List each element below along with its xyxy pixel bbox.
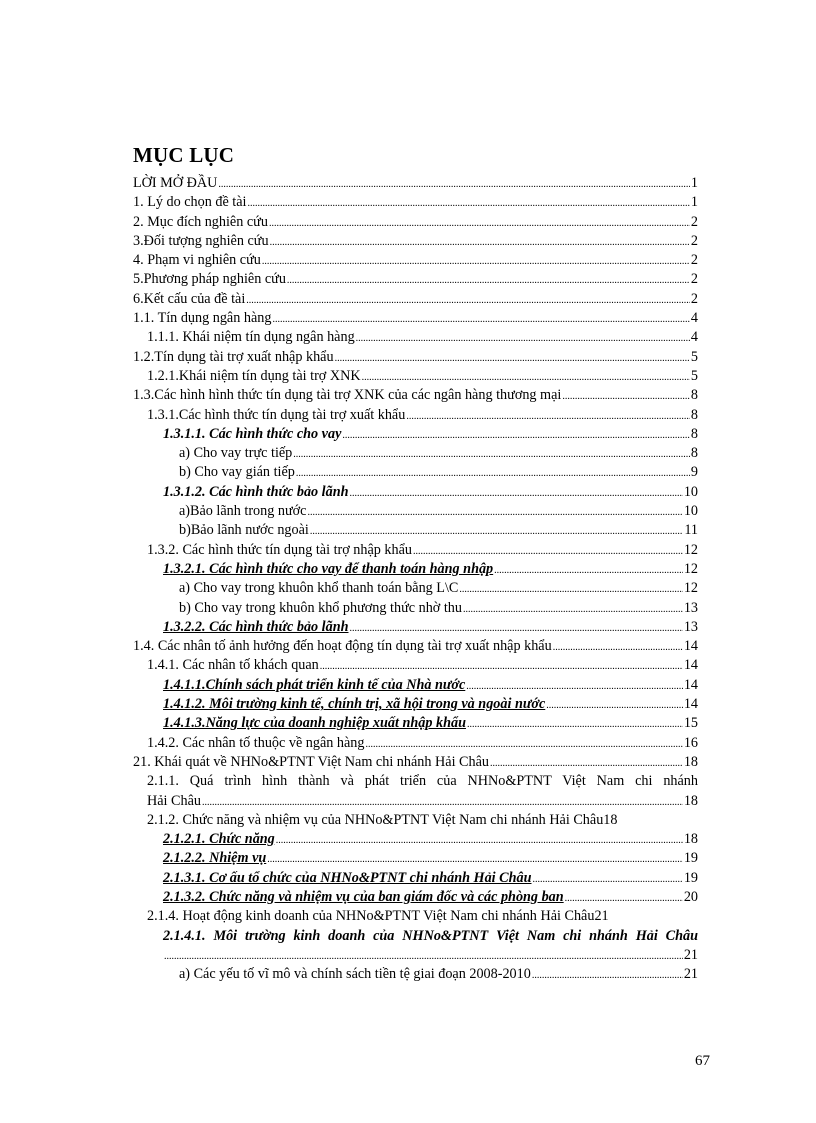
toc-entry[interactable]	[133, 695, 698, 714]
toc-entry[interactable]	[133, 309, 698, 328]
toc-entry-label: LỜI MỞ ĐẦU	[133, 175, 218, 191]
toc-entry-page: 10	[683, 503, 698, 520]
toc-entry-page: 12	[683, 580, 698, 597]
toc-entry[interactable]	[133, 599, 698, 618]
toc-entry-label: 2.1.2. Chức năng và nhiệm vụ của NHNo&PTNT Việt Nam chi nhánh Hải Châu	[147, 811, 604, 828]
toc-entry-label: 1.3.2. Các hình thức tín dụng tài trợ nhập khẩu	[147, 541, 413, 558]
dot-leader	[269, 214, 690, 232]
toc-entry-label: 2.1.3.2. Chức năng và nhiệm vụ của ban giám đốc và các phòng ban	[163, 888, 564, 905]
toc-entry-page: 12	[683, 560, 698, 577]
toc-entry-label: 6.Kết cấu của đề tài	[133, 290, 246, 307]
toc-entry-page: 8	[690, 406, 698, 423]
toc-entry-label: 1.3.1.Các hình thức tín dụng tài trợ xuất khẩu	[147, 406, 406, 423]
toc-entry-page: 8	[690, 387, 698, 404]
toc-entry-page: 2	[690, 213, 698, 230]
toc-entry-label: 2.1.3.1. Cơ ấu tổ chức của NHNo&PTNT chi nhánh Hải Châu	[163, 869, 532, 886]
toc-entry[interactable]	[133, 907, 698, 926]
dot-leader	[463, 600, 683, 618]
toc-entry[interactable]	[133, 270, 698, 289]
toc-entry[interactable]	[133, 772, 698, 811]
toc-entry[interactable]	[133, 560, 698, 579]
toc-entry-page: 2	[690, 271, 698, 288]
toc-entry-label: 1.4.1. Các nhân tố khách quan	[147, 657, 319, 674]
toc-entry[interactable]	[133, 637, 698, 656]
toc-entry[interactable]	[133, 502, 698, 521]
dot-leader	[459, 580, 682, 598]
toc-entry[interactable]	[133, 541, 698, 560]
toc-entry-label: 3.Đối tượng nghiên cứu	[133, 232, 269, 249]
dot-leader	[362, 368, 690, 386]
toc-entry-label: b) Cho vay gián tiếp	[179, 464, 295, 481]
toc-entry[interactable]	[133, 290, 698, 309]
toc-entry-page: 10	[683, 483, 698, 500]
table-of-contents	[133, 174, 698, 984]
toc-entry[interactable]	[133, 328, 698, 347]
toc-entry-page: 18	[683, 831, 698, 848]
toc-entry-page: 4	[690, 310, 698, 327]
dot-leader	[532, 966, 683, 984]
toc-entry[interactable]	[133, 463, 698, 482]
dot-leader	[202, 793, 683, 811]
toc-entry[interactable]	[133, 753, 698, 772]
dot-leader	[356, 329, 690, 347]
toc-entry-label: 2.1.1. Quá trình hình thành và phát triển của NHNo&PTNT Việt Nam chi nhánh	[147, 773, 698, 790]
toc-entry-page: 8	[690, 425, 698, 442]
toc-entry-label: 21. Khái quát về NHNo&PTNT Việt Nam chi nhánh Hải Châu	[133, 753, 490, 770]
toc-entry[interactable]	[133, 734, 698, 753]
dot-leader	[293, 445, 690, 463]
toc-entry-label: 1.2.1.Khái niệm tín dụng tài trợ XNK	[147, 367, 361, 384]
toc-entry[interactable]	[133, 714, 698, 733]
dot-leader	[546, 696, 683, 714]
toc-entry-label: 1.4.1.3.Năng lực của doanh nghiệp xuất nhập khẩu	[163, 715, 466, 732]
toc-entry[interactable]	[133, 425, 698, 444]
toc-entry-page: 16	[683, 734, 698, 751]
dot-leader	[262, 252, 690, 270]
toc-entry[interactable]	[133, 193, 698, 212]
toc-entry[interactable]	[133, 811, 698, 830]
toc-entry-page: 2	[690, 290, 698, 307]
toc-entry[interactable]	[133, 174, 698, 193]
toc-entry[interactable]	[133, 579, 698, 598]
dot-leader	[247, 194, 689, 212]
toc-entry-label: 1.2.Tín dụng tài trợ xuất nhập khẩu	[133, 348, 334, 365]
dot-leader	[296, 464, 690, 482]
toc-entry-label: 1.3.2.2. Các hình thức bảo lãnh	[163, 618, 349, 635]
toc-entry-label: 2.1.2.1. Chức năng	[163, 831, 275, 848]
toc-entry[interactable]	[133, 386, 698, 405]
toc-entry-label: a)Bảo lãnh trong nước	[179, 503, 307, 520]
dot-leader	[246, 291, 690, 309]
toc-entry-page: 13	[683, 599, 698, 616]
dot-leader	[267, 850, 683, 868]
toc-entry-page: 8	[690, 445, 698, 462]
toc-entry-label: 2.1.2.2. Nhiệm vụ	[163, 850, 267, 867]
dot-leader	[218, 175, 690, 193]
toc-entry[interactable]	[133, 213, 698, 232]
toc-entry-page: 1	[690, 194, 698, 211]
toc-entry[interactable]	[133, 927, 698, 966]
dot-leader	[342, 426, 690, 444]
dot-leader	[287, 271, 690, 289]
dot-leader	[164, 947, 683, 965]
toc-entry-page: 13	[683, 618, 698, 635]
dot-leader	[406, 407, 690, 425]
toc-entry[interactable]	[133, 483, 698, 502]
dot-leader	[272, 310, 689, 328]
toc-entry[interactable]	[133, 830, 698, 849]
dot-leader	[494, 561, 683, 579]
toc-entry-page: 14	[683, 657, 698, 674]
dot-leader	[366, 735, 683, 753]
toc-entry-page: 21	[683, 946, 698, 963]
dot-leader	[467, 715, 683, 733]
toc-entry[interactable]	[133, 348, 698, 367]
dot-leader	[276, 831, 683, 849]
dot-leader	[307, 503, 682, 521]
toc-entry-page: 4	[690, 329, 698, 346]
toc-entry-page: 19	[683, 850, 698, 867]
toc-entry-page: 11	[684, 522, 698, 539]
toc-entry-label: 1.3.2.1. Các hình thức cho vay để thanh toán hàng nhập	[163, 560, 494, 577]
toc-entry-label-continued: Hải Châu	[147, 792, 201, 809]
toc-entry-label: 1.4. Các nhân tố ảnh hưởng đến hoạt động tín dụng tài trợ xuất nhập khẩu	[133, 638, 552, 655]
toc-entry-page: 12	[683, 541, 698, 558]
toc-entry-continuation	[147, 792, 698, 811]
dot-leader	[335, 349, 690, 367]
dot-leader	[270, 233, 690, 251]
dot-leader	[350, 619, 683, 637]
toc-entry-label: 1.3.Các hình hình thức tín dụng tài trợ XNK của các ngân hàng thương mại	[133, 387, 562, 404]
toc-entry[interactable]	[133, 656, 698, 675]
toc-entry-label: 2.1.4. Hoạt động kinh doanh của NHNo&PTNT Việt Nam chi nhánh Hải Châu	[147, 908, 595, 925]
toc-entry[interactable]	[133, 251, 698, 270]
toc-entry-page: 1	[690, 175, 698, 191]
toc-entry-label: 1.4.2. Các nhân tố thuộc về ngân hàng	[147, 734, 365, 751]
toc-entry[interactable]	[133, 618, 698, 637]
toc-entry[interactable]	[133, 444, 698, 463]
toc-entry-page: 15	[683, 715, 698, 732]
toc-entry-page: 5	[690, 348, 698, 365]
dot-leader	[553, 638, 683, 656]
toc-entry-page: 5	[690, 367, 698, 384]
toc-entry-continuation	[163, 946, 698, 965]
page-number: 67	[695, 1053, 710, 1069]
toc-entry-page: 19	[683, 869, 698, 886]
toc-entry[interactable]	[133, 232, 698, 251]
toc-entry[interactable]	[133, 676, 698, 695]
toc-entry-page: 18	[603, 811, 618, 828]
toc-entry-label: 1.3.1.1. Các hình thức cho vay	[163, 425, 342, 442]
toc-entry-label: 1.3.1.2. Các hình thức bảo lãnh	[163, 483, 349, 500]
toc-entry-label: 1.4.1.2. Môi trường kinh tế, chính trị, xã hội trong và ngoài nước	[163, 696, 546, 713]
dot-leader	[413, 542, 683, 560]
toc-entry-page: 18	[683, 753, 698, 770]
toc-entry[interactable]	[133, 406, 698, 425]
toc-entry[interactable]	[133, 965, 698, 984]
toc-entry-label: 1.1.1. Khái niệm tín dụng ngân hàng	[147, 329, 355, 346]
toc-entry-label: 1. Lý do chọn đề tài	[133, 194, 247, 211]
dot-leader	[310, 522, 683, 540]
toc-entry-label: b)Bảo lãnh nước ngoài	[179, 522, 309, 539]
dot-leader	[320, 657, 683, 675]
toc-entry-page: 18	[683, 792, 698, 809]
toc-entry-page: 21	[594, 908, 609, 925]
toc-entry-page: 2	[690, 252, 698, 269]
toc-entry-label: 1.1. Tín dụng ngân hàng	[133, 310, 272, 327]
toc-entry-page: 14	[683, 676, 698, 693]
toc-entry-page: 20	[683, 888, 698, 905]
toc-entry-label: a) Các yếu tố vĩ mô và chính sách tiền tệ giai đoạn 2008-2010	[179, 966, 531, 983]
toc-entry[interactable]	[133, 869, 698, 888]
toc-entry[interactable]	[133, 849, 698, 868]
toc-entry-page: 14	[683, 696, 698, 713]
dot-leader	[490, 754, 683, 772]
toc-entry-label: a) Cho vay trực tiếp	[179, 445, 293, 462]
toc-entry-label: 4. Phạm vi nghiên cứu	[133, 252, 261, 269]
toc-entry-label: 2.1.4.1. Môi trường kinh doanh của NHNo&PTNT Việt Nam chi nhánh Hải Châu	[163, 927, 698, 944]
toc-entry[interactable]	[133, 521, 698, 540]
dot-leader	[562, 387, 690, 405]
dot-leader	[350, 484, 683, 502]
dot-leader	[466, 677, 683, 695]
toc-entry[interactable]	[133, 367, 698, 386]
dot-leader	[533, 870, 683, 888]
toc-entry-page: 21	[683, 966, 698, 983]
dot-leader	[565, 889, 683, 907]
toc-entry-label: 2. Mục đích nghiên cứu	[133, 213, 268, 230]
toc-entry-label: a) Cho vay trong khuôn khổ thanh toán bằng L\C	[179, 580, 459, 597]
toc-title: MỤC LỤC	[133, 143, 235, 167]
toc-entry-label: 1.4.1.1.Chính sách phát triển kinh tế của Nhà nước	[163, 676, 466, 693]
toc-entry-page: 14	[683, 638, 698, 655]
toc-entry[interactable]	[133, 888, 698, 907]
toc-entry-page: 2	[690, 232, 698, 249]
toc-entry-label: 5.Phương pháp nghiên cứu	[133, 271, 286, 288]
toc-entry-page: 9	[690, 464, 698, 481]
toc-entry-label: b) Cho vay trong khuôn khổ phương thức nhờ thu	[179, 599, 462, 616]
